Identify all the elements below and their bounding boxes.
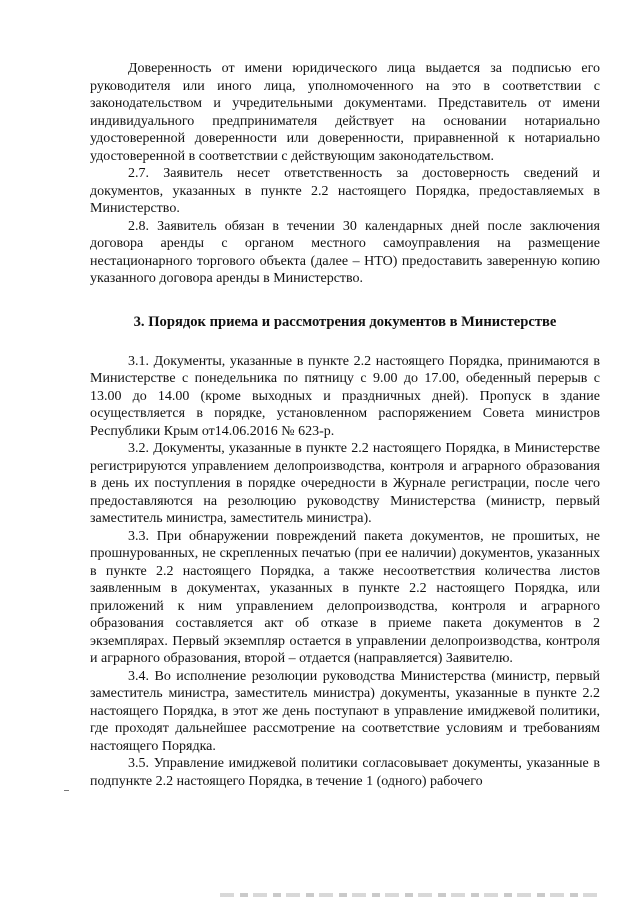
scan-artifact-strip [220, 893, 600, 897]
section-heading: 3. Порядок приема и рассмотрения документов в Министерстве [133, 313, 557, 330]
paragraph-3-1: 3.1. Документы, указанные в пункте 2.2 настоящего Порядка, принимаются в Министерстве с понедельника по пятницу с 9.00 до 17.00, обеденный перерыв с 13.00 до 14.00 (кроме выходных и праздничных дней). Пропуск в здание осуществляется в порядке, установленном распоряжением Совета министров Республики Крым от14.06.2016 № 623-р. [90, 353, 600, 439]
paragraph-3-2: 3.2. Документы, указанные в пункте 2.2 настоящего Порядка, в Министерстве регистрируются управлением делопроизводства, контроля и аграрного образования в день их поступления в порядке очередности в Журнале регистрации, после чего предоставляются на резолюцию руководству Министерства (министр, первый заместитель министра, заместитель министра). [90, 441, 600, 526]
paragraph-2-8: 2.8. Заявитель обязан в течении 30 календарных дней после заключения договора аренды с органом местного самоуправления на размещение нестационарного торгового объекта (далее – НТО) предоставить заверенную копию указанного договора аренды в Министерство. [90, 218, 600, 286]
paragraph-3-5: 3.5. Управление имиджевой политики согласовывает документы, указанные в подпункте 2.2 настоящего Порядка, в течение 1 (одного) рабочего [90, 756, 600, 789]
paragraph-3-4: 3.4. Во исполнение резолюции руководства Министерства (министр, первый заместитель министра, заместитель министра) документы, указанные в пункте 2.2 настоящего Порядка, в этот же день поступают в управление имиджевой политики, где проходят дальнейшее рассмотрение на соответствие условиям и требованиям настоящего Порядка. [90, 668, 600, 754]
document-body [90, 60, 600, 790]
margin-mark [64, 790, 69, 791]
paragraph-3-3: 3.3. При обнаружении повреждений пакета документов, не прошитых, не прошнурованных, не скрепленных печатью (при ее наличии) документов, указанных в пункте 2.2 настоящего Порядка, а также несоответствия количества листов заявленным в документах, указанных в пункте 2.2 настоящего Порядка, или приложений к ним управлением делопроизводства, контроля и аграрного образования составляется акт об отказе в приеме пакета документов в 2 экземплярах. Первый экземпляр остается в управлении делопроизводства, контроля и аграрного образования, второй – отдается (направляется) Заявителю. [90, 528, 600, 666]
paragraph-2-7: 2.7. Заявитель несет ответственность за достоверность сведений и документов, указанных в пункте 2.2 настоящего Порядка, предоставляемых в Министерство. [90, 166, 600, 216]
paragraph-power-of-attorney: Доверенность от имени юридического лица выдается за подписью его руководителя или иного лица, уполномоченного на это в соответствии с законодательством и учредительными документами. Представитель от имени индивидуального предпринимателя действует на основании нотариально удостоверенной доверенности или доверенности, приравненной к нотариально удостоверенной в соответствии с действующим законодательством. [90, 61, 600, 164]
